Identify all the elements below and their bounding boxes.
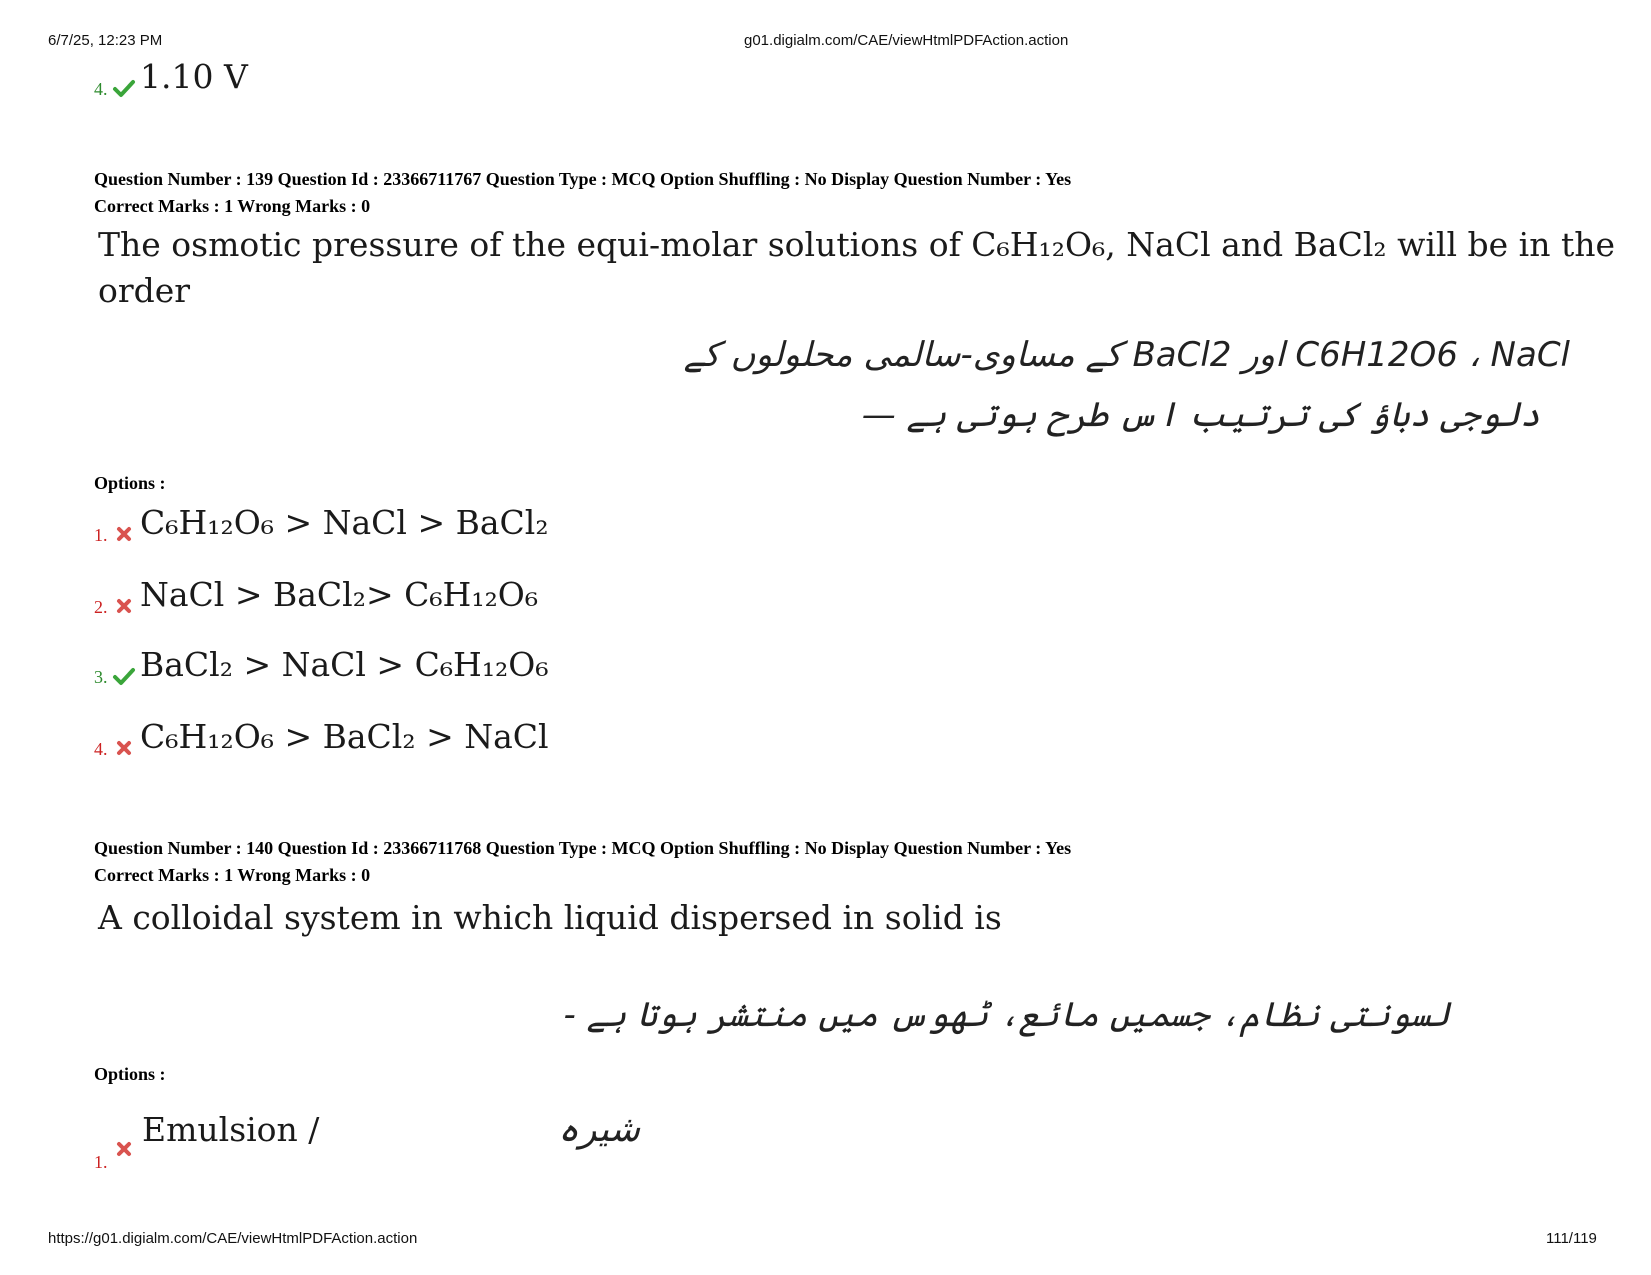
stem-line: A colloidal system in which liquid dispersed in solid is bbox=[98, 898, 1002, 937]
print-footer-url: https://g01.digialm.com/CAE/viewHtmlPDFAction.action bbox=[48, 1230, 418, 1247]
option-text: 1.10 V bbox=[140, 57, 248, 96]
question-meta-line: Question Number : 139 Question Id : 23366711767 Question Type : MCQ Option Shuffling : No Display Question Number : Yes bbox=[94, 169, 1072, 189]
question-meta-line: Question Number : 140 Question Id : 23366711768 Question Type : MCQ Option Shuffling : No Display Question Number : Yes bbox=[94, 838, 1072, 858]
option-1 bbox=[94, 1135, 136, 1175]
option-2 bbox=[94, 570, 538, 620]
cross-icon bbox=[112, 1137, 136, 1161]
stem-line: The osmotic pressure of the equi-molar solutions of C₆H₁₂O₆, NaCl and BaCl₂ will be in the bbox=[98, 225, 1615, 264]
question-stem-139 bbox=[98, 222, 1615, 314]
option-number: 2. bbox=[94, 597, 108, 617]
question-meta-139 bbox=[94, 166, 1071, 220]
check-icon bbox=[112, 664, 136, 688]
option-text: C₆H₁₂O₆ > NaCl > BaCl₂ bbox=[140, 503, 549, 542]
option-text: C₆H₁₂O₆ > BaCl₂ > NaCl bbox=[140, 717, 549, 756]
print-page-count: 111/119 bbox=[1546, 1230, 1597, 1247]
urdu-translation: لسونتی نظام، جسمیں مائع، ٹھوس میں منتشر ہوتا ہے - bbox=[563, 995, 1450, 1035]
prev-option-4 bbox=[94, 52, 248, 102]
option-urdu-text: شیرہ bbox=[558, 1109, 640, 1150]
option-text: BaCl₂ > NaCl > C₆H₁₂O₆ bbox=[140, 645, 549, 684]
cross-icon bbox=[112, 522, 136, 546]
question-stem-140 bbox=[98, 895, 1002, 941]
check-icon bbox=[112, 76, 136, 100]
option-number: 1. bbox=[94, 1152, 108, 1172]
urdu-translation: دلوجی دباؤ کی ترتیب اس طرح ہوتی ہے — bbox=[861, 395, 1540, 435]
question-meta-140 bbox=[94, 835, 1071, 889]
option-text: NaCl > BaCl₂> C₆H₁₂O₆ bbox=[140, 575, 539, 614]
marks-line: Correct Marks : 1 Wrong Marks : 0 bbox=[94, 196, 371, 216]
print-url-title: g01.digialm.com/CAE/viewHtmlPDFAction.action bbox=[744, 32, 1069, 49]
option-number: 4. bbox=[94, 739, 108, 759]
option-number: 3. bbox=[94, 667, 108, 687]
marks-line: Correct Marks : 1 Wrong Marks : 0 bbox=[94, 865, 371, 885]
stem-line: order bbox=[98, 271, 191, 310]
urdu-translation: C6H12O6 ، NaCl اور BaCl2 کے مساوی-سالمی محلولوں کے bbox=[683, 335, 1570, 375]
option-1 bbox=[94, 498, 549, 548]
option-number: 1. bbox=[94, 525, 108, 545]
cross-icon bbox=[112, 736, 136, 760]
cross-icon bbox=[112, 594, 136, 618]
print-datetime: 6/7/25, 12:23 PM bbox=[48, 32, 163, 49]
option-4 bbox=[94, 712, 549, 762]
options-label: Options : bbox=[94, 1064, 166, 1084]
option-3 bbox=[94, 640, 549, 690]
option-number: 4. bbox=[94, 79, 108, 99]
options-label: Options : bbox=[94, 473, 166, 493]
option-text: Emulsion / bbox=[142, 1110, 320, 1149]
